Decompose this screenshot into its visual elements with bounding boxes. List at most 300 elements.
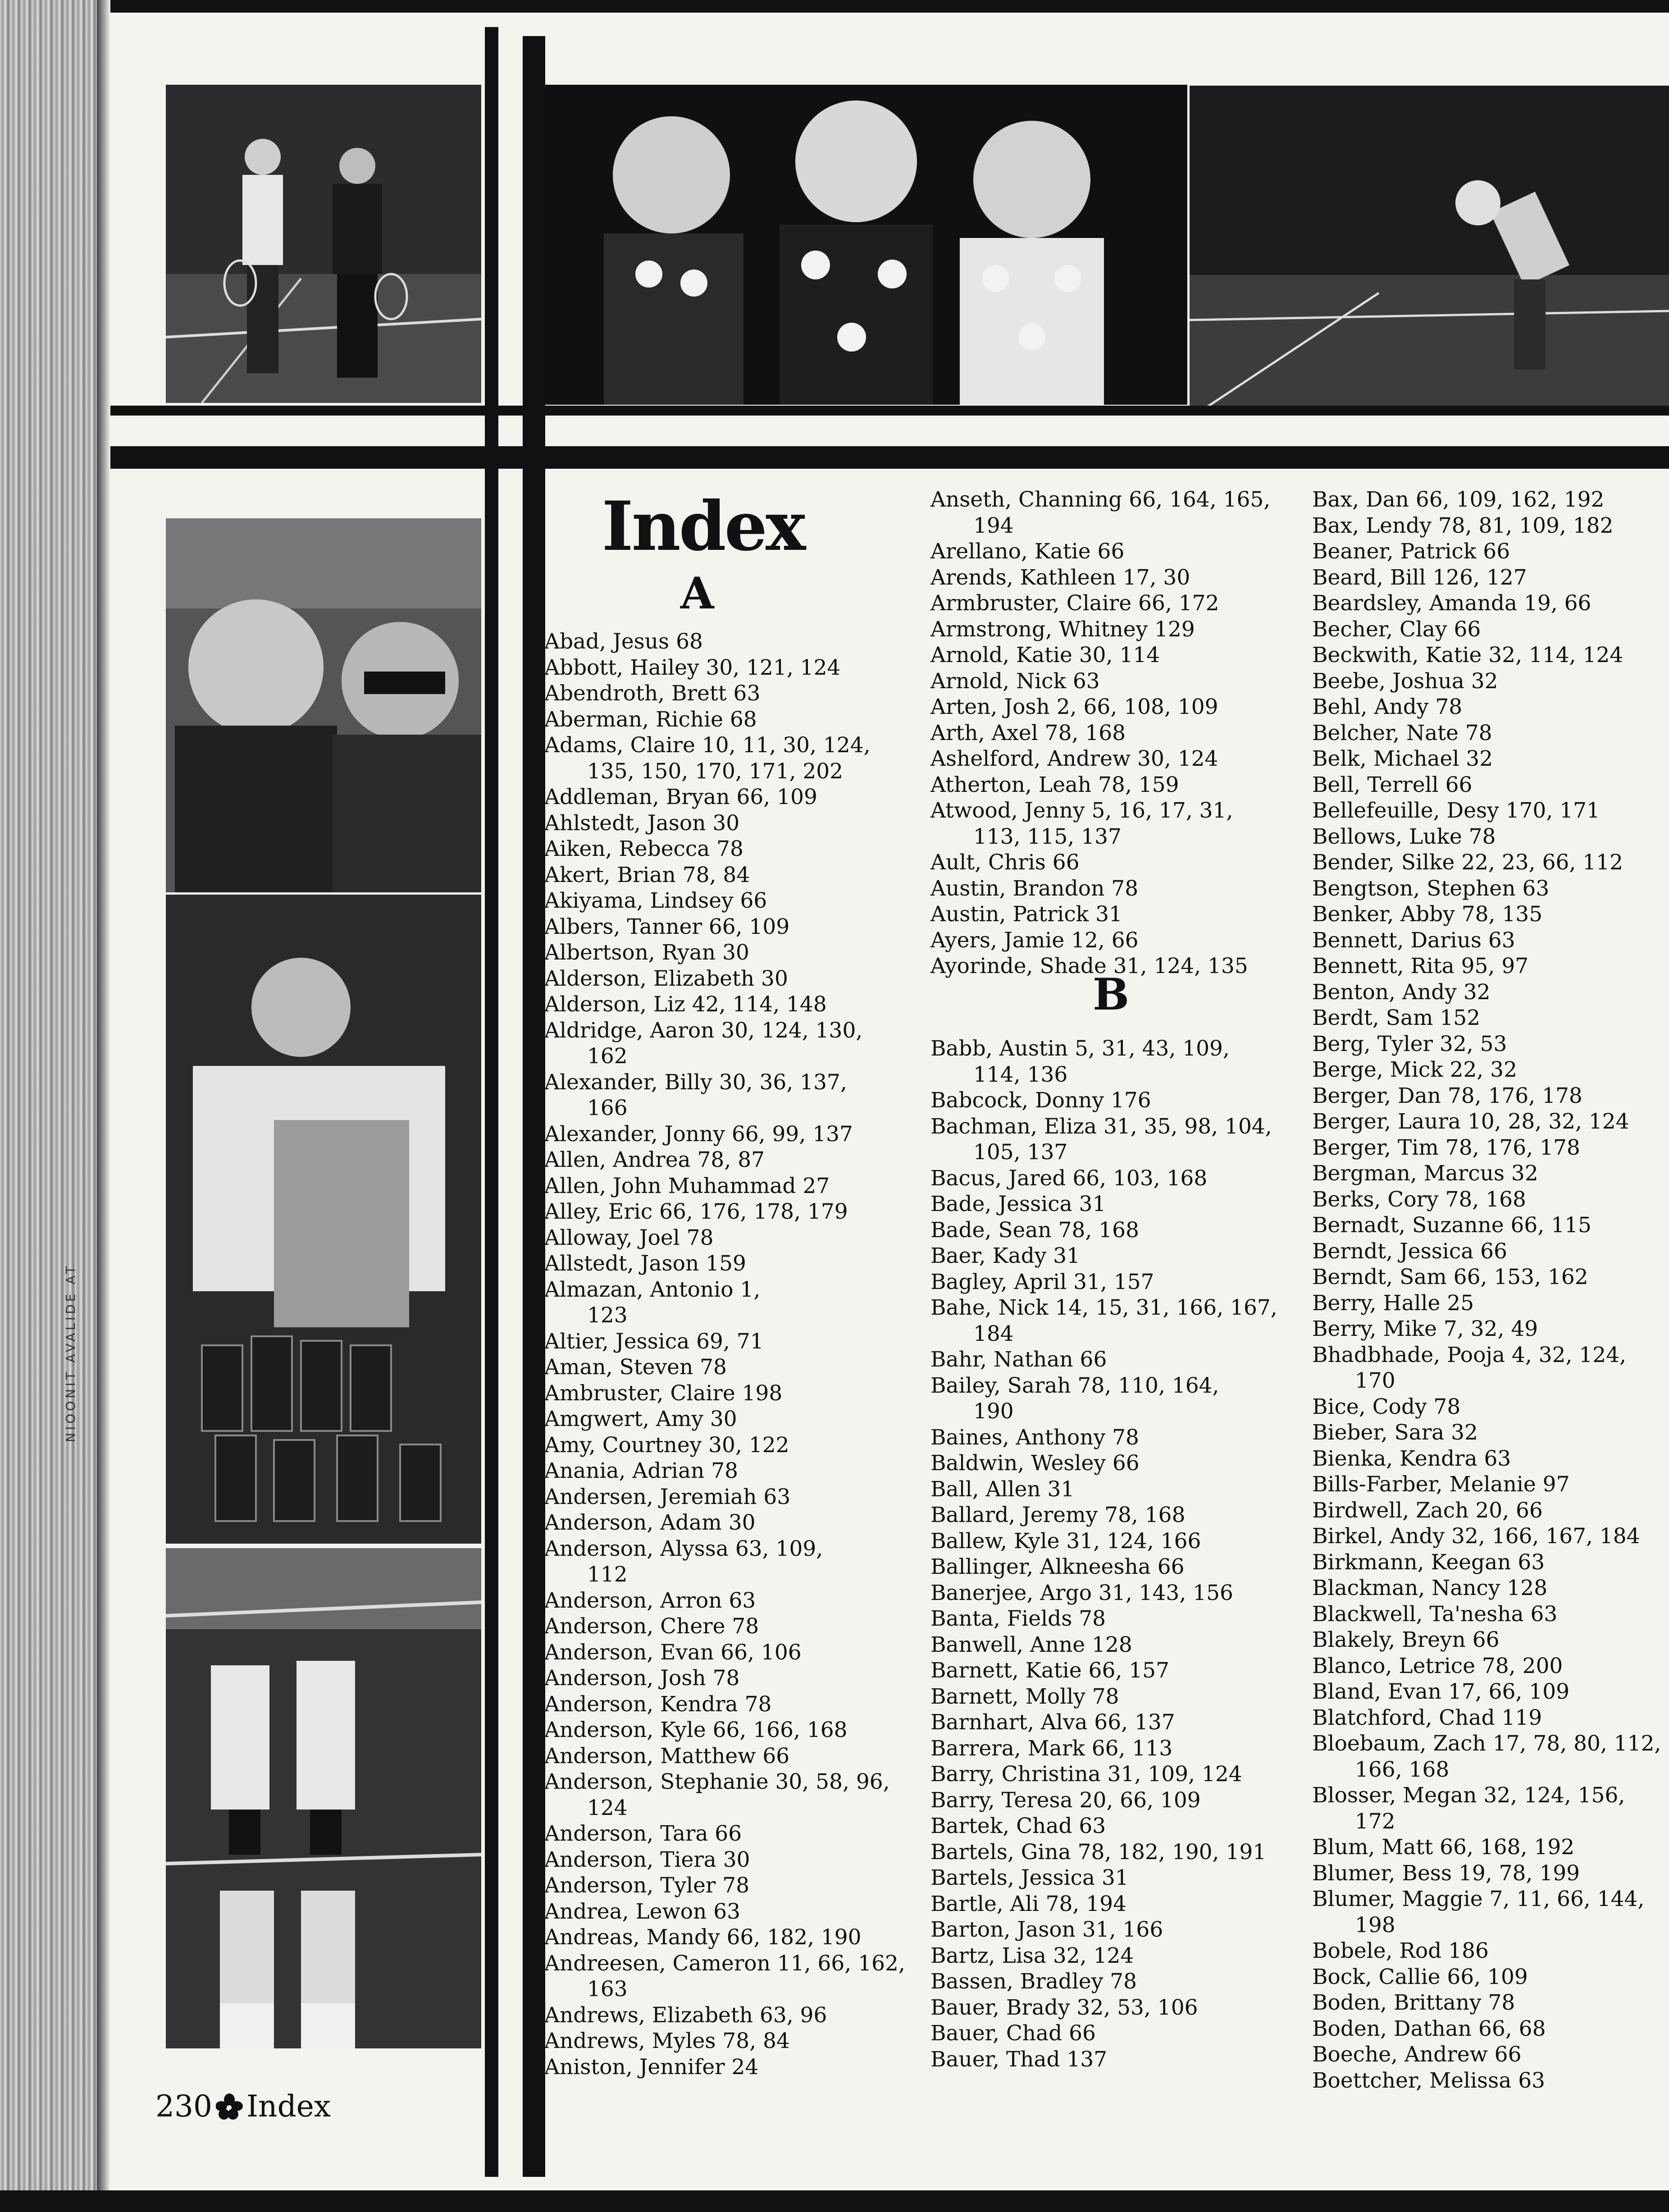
page-bottom-edge <box>0 2190 1669 2212</box>
index-entry <box>544 1147 905 1173</box>
index-entry <box>930 798 1304 850</box>
index-entry-text: Benker, Abby 78, 135 <box>1312 902 1543 927</box>
index-entry-text: Ballard, Jeremy 78, 168 <box>930 1503 1186 1527</box>
index-entry-text: Blumer, Bess 19, 78, 199 <box>1312 1860 1580 1886</box>
index-entry <box>1312 1394 1668 1420</box>
index-entry-text: Barry, Christina 31, 109, 124 <box>930 1762 1242 1787</box>
index-entry-text: Anderson, Tara 66 <box>544 1821 742 1846</box>
index-entry <box>1312 1834 1668 1860</box>
index-entry <box>930 1761 1304 1787</box>
page-folio <box>155 2089 331 2124</box>
index-entry-text: Berry, Halle 25 <box>1312 1290 1474 1316</box>
photo-tennis-serve <box>1190 86 1669 407</box>
index-entry <box>930 876 1304 902</box>
index-entry <box>544 1225 905 1251</box>
index-entry-text: Almazan, Antonio 1, <box>544 1277 761 1302</box>
index-entry <box>1312 1446 1668 1472</box>
index-entry <box>544 1380 905 1407</box>
layout-bar-horizontal-thick <box>110 446 1669 469</box>
index-entry-continuation: 114, 136 <box>973 1062 1068 1087</box>
index-entry-text: Barnett, Katie 66, 157 <box>930 1658 1169 1683</box>
index-entry-text: Beckwith, Katie 32, 114, 124 <box>1312 643 1623 667</box>
index-entry-text: Bills-Farber, Melanie 97 <box>1312 1472 1570 1497</box>
index-entry-text: Albertson, Ryan 30 <box>544 940 749 965</box>
index-entry-continuation: 190 <box>973 1399 1014 1424</box>
index-entry-text: Berger, Laura 10, 28, 32, 124 <box>1312 1109 1629 1134</box>
index-entry-text: Berks, Cory 78, 168 <box>1312 1187 1526 1212</box>
page-number: 230 <box>155 2089 212 2124</box>
index-entry <box>1312 1601 1668 1627</box>
index-entry <box>1312 1420 1668 1446</box>
index-entry-continuation: 198 <box>1355 1912 1395 1938</box>
index-entry <box>544 1484 905 1510</box>
index-entry-text: Bloebaum, Zach 17, 78, 80, 112, <box>1312 1731 1661 1756</box>
index-entry <box>1312 1005 1668 1031</box>
index-entry-text: Barnett, Molly 78 <box>930 1684 1119 1709</box>
index-entry-text: Bax, Lendy 78, 81, 109, 182 <box>1312 513 1614 538</box>
index-entry-text: Banta, Fields 78 <box>930 1606 1106 1631</box>
index-entry-text: Baer, Kady 31 <box>930 1243 1081 1268</box>
index-entry-text: Behl, Andy 78 <box>1312 695 1463 719</box>
index-entry <box>544 1640 905 1666</box>
index-entry <box>930 1165 1304 1192</box>
index-entry-text: Bieber, Sara 32 <box>1312 1420 1478 1445</box>
index-entry-continuation: 163 <box>587 1977 628 2002</box>
binding-shadow <box>97 0 110 2212</box>
index-entry <box>930 1865 1304 1891</box>
index-entry <box>1312 798 1668 824</box>
index-entry <box>1312 694 1668 720</box>
index-entry-text: Blosser, Megan 32, 124, 156, <box>1312 1783 1625 1808</box>
index-column-3 <box>1312 487 1668 2093</box>
index-entry <box>930 617 1304 643</box>
index-entry-text: Bellows, Luke 78 <box>1312 824 1496 849</box>
index-entry <box>1312 1057 1668 1083</box>
index-entry-text: Bahe, Nick 14, 15, 31, 166, 167, <box>930 1295 1277 1320</box>
index-entry <box>1312 720 1668 746</box>
page-top-edge <box>0 0 1669 13</box>
index-entry-text: Belk, Michael 32 <box>1312 746 1493 771</box>
index-entry-text: Bagley, April 31, 157 <box>930 1269 1154 1294</box>
index-entry-text: Boettcher, Melissa 63 <box>1312 2068 1546 2093</box>
index-entry <box>1312 617 1668 643</box>
index-entry <box>544 655 905 681</box>
index-entry <box>1312 513 1668 539</box>
index-entry-continuation: 194 <box>973 513 1014 538</box>
index-entry <box>544 1354 905 1380</box>
index-entry <box>1312 1549 1668 1576</box>
index-entry <box>930 1554 1304 1580</box>
index-entry-text: Anderson, Arron 63 <box>544 1588 756 1613</box>
index-entry <box>544 1613 905 1640</box>
index-entry <box>930 901 1304 928</box>
index-entry <box>544 810 905 836</box>
index-entry <box>544 732 905 784</box>
index-entry <box>1312 979 1668 1005</box>
index-entry <box>544 1277 905 1329</box>
index-entry <box>1312 1498 1668 1524</box>
index-entry-text: Bellefeuille, Desy 170, 171 <box>1312 798 1600 823</box>
index-entry-continuation: 170 <box>1355 1368 1395 1393</box>
index-entry <box>930 1347 1304 1373</box>
index-entry-text: Bartels, Gina 78, 182, 190, 191 <box>930 1839 1267 1865</box>
index-entry <box>544 1018 905 1069</box>
index-entry-continuation: 166 <box>587 1096 628 1120</box>
index-entry-text: Abbott, Hailey 30, 121, 124 <box>544 655 841 680</box>
index-entry-text: Boden, Brittany 78 <box>1312 1990 1515 2015</box>
index-entry-text: Babb, Austin 5, 31, 43, 109, <box>930 1036 1230 1061</box>
photo-tennis-players-walking <box>166 85 481 403</box>
index-entry-text: Bailey, Sarah 78, 110, 164, <box>930 1373 1219 1398</box>
index-entry-text: Ault, Chris 66 <box>930 850 1080 875</box>
folio-label: Index <box>246 2089 331 2124</box>
index-entry <box>1312 1938 1668 1964</box>
index-entry-text: Allen, Andrea 78, 87 <box>544 1147 765 1172</box>
layout-bar-vertical-thick <box>523 36 545 2177</box>
index-entry-text: Bartz, Lisa 32, 124 <box>930 1943 1134 1968</box>
index-entry <box>1312 1083 1668 1109</box>
index-entry-text: Bartels, Jessica 31 <box>930 1865 1129 1890</box>
index-entry-text: Armbruster, Claire 66, 172 <box>930 591 1219 616</box>
index-entry-text: Babcock, Donny 176 <box>930 1088 1151 1113</box>
index-entry <box>1312 824 1668 850</box>
index-entry-continuation: 112 <box>587 1562 628 1587</box>
index-entry-text: Bernadt, Suzanne 66, 115 <box>1312 1213 1591 1238</box>
index-entry-text: Bax, Dan 66, 109, 162, 192 <box>1312 487 1605 512</box>
index-entry <box>544 1873 905 1899</box>
index-entry <box>544 1329 905 1355</box>
index-entry <box>544 966 905 992</box>
index-entry <box>1312 1731 1668 1782</box>
index-entry <box>930 1036 1304 1088</box>
index-entry <box>1312 1212 1668 1239</box>
index-entry-text: Birkmann, Keegan 63 <box>1312 1549 1545 1575</box>
index-entry-text: Austin, Patrick 31 <box>930 902 1122 927</box>
index-entry <box>1312 487 1668 513</box>
index-entry-text: Berndt, Sam 66, 153, 162 <box>1312 1265 1588 1289</box>
index-entry-text: Andersen, Jeremiah 63 <box>544 1484 791 1509</box>
index-entry <box>930 1502 1304 1528</box>
index-entry-continuation: 123 <box>587 1303 628 1328</box>
index-entry-text: Alexander, Billy 30, 36, 137, <box>544 1069 847 1095</box>
book-binding-edge <box>0 0 97 2212</box>
index-entry <box>544 1121 905 1147</box>
index-entry-text: Bauer, Brady 32, 53, 106 <box>930 1995 1198 2020</box>
index-entry <box>544 1510 905 1536</box>
index-entry-continuation: 113, 115, 137 <box>973 824 1122 849</box>
index-entry <box>1312 668 1668 695</box>
section-letter-a: A <box>680 568 714 619</box>
index-entry <box>930 1839 1304 1865</box>
index-entry <box>1312 1472 1668 1498</box>
index-entry-text: Andreesen, Cameron 11, 66, 162, <box>544 1951 905 1976</box>
index-entry <box>544 1951 905 2002</box>
index-entry-text: Akert, Brian 78, 84 <box>544 862 750 887</box>
index-entry <box>544 888 905 914</box>
index-entry-text: Alexander, Jonny 66, 99, 137 <box>544 1121 853 1147</box>
index-entry-text: Arnold, Katie 30, 114 <box>930 643 1160 667</box>
index-entry-text: Boden, Dathan 66, 68 <box>1312 2016 1546 2041</box>
index-entry-text: Ayers, Jamie 12, 66 <box>930 928 1139 953</box>
index-entry-text: Andrews, Myles 78, 84 <box>544 2029 790 2053</box>
index-entry-text: Beebe, Joshua 32 <box>1312 668 1498 694</box>
index-entry-text: Anderson, Kyle 66, 166, 168 <box>544 1718 848 1742</box>
index-entry-text: Andrea, Lewon 63 <box>544 1899 741 1924</box>
index-entry <box>930 1295 1304 1347</box>
index-entry <box>930 1088 1304 1114</box>
index-entry-text: Ashelford, Andrew 30, 124 <box>930 746 1218 771</box>
index-entry <box>1312 1109 1668 1135</box>
index-entry <box>930 1269 1304 1295</box>
index-entry-text: Austin, Brandon 78 <box>930 876 1139 901</box>
index-entry <box>930 1450 1304 1476</box>
index-entry-continuation: 172 <box>1355 1809 1395 1834</box>
index-entry <box>1312 590 1668 617</box>
index-entry <box>930 720 1304 746</box>
index-entry-text: Belcher, Nate 78 <box>1312 720 1492 745</box>
index-column-2-b-section <box>930 1036 1304 2072</box>
index-entry-text: Amy, Courtney 30, 122 <box>544 1432 789 1458</box>
index-entry-text: Altier, Jessica 69, 71 <box>544 1329 764 1354</box>
index-entry-text: Bennett, Darius 63 <box>1312 928 1515 953</box>
index-entry-text: Aberman, Richie 68 <box>544 707 757 732</box>
index-entry-text: Ambruster, Claire 198 <box>544 1380 783 1406</box>
index-entry <box>544 1717 905 1743</box>
section-letter-b: B <box>1093 969 1130 1020</box>
index-entry-text: Birdwell, Zach 20, 66 <box>1312 1498 1543 1523</box>
index-entry-text: Blumer, Maggie 7, 11, 66, 144, <box>1312 1887 1645 1911</box>
index-entry-continuation: 135, 150, 170, 171, 202 <box>587 759 844 784</box>
index-entry <box>1312 1964 1668 1990</box>
index-entry <box>544 862 905 888</box>
index-entry <box>544 1251 905 1277</box>
index-entry-text: Adams, Claire 10, 11, 30, 124, <box>544 733 871 758</box>
index-entry <box>930 642 1304 668</box>
index-entry <box>930 1995 1304 2021</box>
index-entry <box>930 694 1304 720</box>
index-entry-continuation: 166, 168 <box>1355 1757 1450 1782</box>
index-entry-text: Benton, Andy 32 <box>1312 979 1491 1005</box>
index-entry-text: Anderson, Matthew 66 <box>544 1743 790 1769</box>
index-entry-text: Blum, Matt 66, 168, 192 <box>1312 1835 1575 1860</box>
index-entry <box>1312 1990 1668 2016</box>
index-entry-text: Aman, Steven 78 <box>544 1355 727 1380</box>
index-entry <box>1312 565 1668 591</box>
index-entry <box>544 992 905 1018</box>
index-entry-text: Beard, Bill 126, 127 <box>1312 565 1527 590</box>
index-entry-text: Barton, Jason 31, 166 <box>930 1917 1163 1942</box>
index-entry <box>544 1199 905 1225</box>
index-entry-text: Bell, Terrell 66 <box>1312 772 1473 797</box>
index-entry-text: Bland, Evan 17, 66, 109 <box>1312 1679 1569 1704</box>
index-entry-text: Banerjee, Argo 31, 143, 156 <box>930 1580 1233 1605</box>
index-entry-text: Blackman, Nancy 128 <box>1312 1576 1548 1600</box>
index-entry <box>1312 1316 1668 1342</box>
index-entry-text: Arten, Josh 2, 66, 108, 109 <box>930 695 1218 719</box>
index-entry-continuation: 124 <box>587 1795 628 1820</box>
index-entry <box>544 2002 905 2029</box>
index-entry-text: Amgwert, Amy 30 <box>544 1407 737 1431</box>
index-entry-text: Abendroth, Brett 63 <box>544 681 761 706</box>
index-entry <box>930 2020 1304 2047</box>
index-entry <box>1312 1161 1668 1187</box>
index-entry <box>544 1899 905 1925</box>
index-entry <box>930 1969 1304 1995</box>
index-entry-text: Anderson, Alyssa 63, 109, <box>544 1536 823 1561</box>
index-entry <box>1312 1627 1668 1653</box>
index-entry-text: Bender, Silke 22, 23, 66, 112 <box>1312 850 1623 875</box>
index-entry <box>1312 2068 1668 2094</box>
index-entry <box>544 681 905 707</box>
photo-boy-and-woman <box>166 518 481 892</box>
index-entry-text: Bahr, Nathan 66 <box>930 1347 1107 1372</box>
index-entry-text: Baines, Anthony 78 <box>930 1425 1139 1450</box>
index-entry <box>930 539 1304 565</box>
index-entry <box>544 2054 905 2080</box>
index-entry <box>544 1769 905 1821</box>
index-entry-text: Blackwell, Ta'nesha 63 <box>1312 1601 1558 1627</box>
index-entry-text: Bienka, Kendra 63 <box>1312 1446 1511 1471</box>
index-entry <box>544 914 905 940</box>
index-entry-text: Arends, Kathleen 17, 30 <box>930 565 1190 590</box>
index-entry-text: Bhadbhade, Pooja 4, 32, 124, <box>1312 1342 1627 1367</box>
layout-bar-vertical-thin <box>485 27 498 2177</box>
index-entry-text: Bade, Sean 78, 168 <box>930 1217 1139 1243</box>
index-entry <box>544 707 905 733</box>
index-entry <box>544 1069 905 1121</box>
index-entry <box>930 565 1304 591</box>
index-entry-text: Aiken, Rebecca 78 <box>544 836 743 861</box>
index-entry <box>930 1787 1304 1814</box>
index-entry <box>930 928 1304 954</box>
index-entry-text: Berge, Mick 22, 32 <box>1312 1057 1517 1082</box>
layout-bar-horizontal-thin <box>110 406 1669 416</box>
index-entry-text: Bartle, Ali 78, 194 <box>930 1891 1126 1916</box>
index-entry <box>544 1924 905 1951</box>
index-entry <box>930 1114 1304 1165</box>
index-entry-text: Anderson, Josh 78 <box>544 1666 740 1691</box>
index-entry-continuation: 184 <box>973 1321 1014 1346</box>
index-entry <box>930 1632 1304 1658</box>
index-entry <box>1312 928 1668 954</box>
index-entry <box>930 1684 1304 1710</box>
index-entry-text: Aldridge, Aaron 30, 124, 130, <box>544 1018 863 1043</box>
index-entry <box>1312 2016 1668 2042</box>
index-entry-text: Berndt, Jessica 66 <box>1312 1239 1507 1264</box>
index-entry <box>544 1432 905 1458</box>
photo-volleyball-players <box>166 1548 481 2048</box>
index-entry-text: Abad, Jesus 68 <box>544 629 703 654</box>
index-entry <box>1312 1264 1668 1290</box>
index-entry-text: Birkel, Andy 32, 166, 167, 184 <box>1312 1524 1640 1549</box>
index-entry <box>544 1847 905 1873</box>
index-entry <box>930 1658 1304 1684</box>
index-entry-text: Anderson, Evan 66, 106 <box>544 1640 802 1665</box>
index-entry-text: Baldwin, Wesley 66 <box>930 1451 1140 1476</box>
index-entry <box>1312 539 1668 565</box>
index-entry-text: Bade, Jessica 31 <box>930 1192 1106 1216</box>
index-entry-text: Bock, Callie 66, 109 <box>1312 1964 1528 1989</box>
index-entry-text: Beaner, Patrick 66 <box>1312 539 1510 564</box>
index-entry <box>544 1406 905 1432</box>
index-entry-text: Bartek, Chad 63 <box>930 1814 1106 1838</box>
index-entry <box>544 1743 905 1769</box>
index-entry-text: Allstedt, Jason 159 <box>544 1251 746 1276</box>
index-entry-text: Banwell, Anne 128 <box>930 1632 1132 1657</box>
index-entry-text: Bergman, Marcus 32 <box>1312 1161 1538 1186</box>
index-entry <box>1312 772 1668 798</box>
index-entry-text: Ayorinde, Shade 31, 124, 135 <box>930 954 1248 978</box>
index-entry-text: Bacus, Jared 66, 103, 168 <box>930 1165 1208 1191</box>
index-entry-continuation: 105, 137 <box>973 1140 1068 1165</box>
index-entry-text: Anderson, Stephanie 30, 58, 96, <box>544 1769 890 1794</box>
index-entry-text: Arnold, Nick 63 <box>930 668 1100 694</box>
index-entry <box>930 1217 1304 1243</box>
index-entry <box>1312 1239 1668 1265</box>
index-entry-text: Anderson, Kendra 78 <box>544 1691 772 1717</box>
index-entry-text: Ballinger, Alkneesha 66 <box>930 1554 1185 1579</box>
index-entry-text: Aniston, Jennifer 24 <box>544 2054 759 2079</box>
photo-three-girls-leis <box>545 85 1187 405</box>
index-entry-text: Berger, Dan 78, 176, 178 <box>1312 1083 1582 1108</box>
index-entry-text: Bengtson, Stephen 63 <box>1312 876 1550 901</box>
index-entry <box>1312 1031 1668 1057</box>
index-entry <box>930 1425 1304 1451</box>
index-entry <box>1312 1782 1668 1834</box>
index-entry-text: Anderson, Chere 78 <box>544 1614 759 1639</box>
index-entry <box>1312 1187 1668 1213</box>
index-entry <box>1312 876 1668 902</box>
index-entry <box>930 668 1304 695</box>
index-entry <box>1312 642 1668 668</box>
index-entry <box>1312 953 1668 979</box>
index-entry-text: Berry, Mike 7, 32, 49 <box>1312 1316 1538 1341</box>
index-entry-text: Arellano, Katie 66 <box>930 539 1125 564</box>
index-entry-text: Alloway, Joel 78 <box>544 1225 714 1250</box>
index-entry <box>544 1536 905 1588</box>
index-entry <box>544 1665 905 1691</box>
index-entry <box>544 1173 905 1199</box>
index-entry <box>930 1606 1304 1632</box>
index-entry-text: Ball, Allen 31 <box>930 1476 1075 1502</box>
index-entry <box>1312 1523 1668 1549</box>
index-entry-text: Berger, Tim 78, 176, 178 <box>1312 1135 1580 1160</box>
index-entry-continuation: 162 <box>587 1044 628 1069</box>
index-entry <box>930 1191 1304 1217</box>
index-entry-text: Blanco, Letrice 78, 200 <box>1312 1653 1563 1678</box>
index-entry-text: Allen, John Muhammad 27 <box>544 1173 830 1198</box>
index-entry-text: Blatchford, Chad 119 <box>1312 1705 1542 1730</box>
index-entry-text: Barnhart, Alva 66, 137 <box>930 1710 1175 1735</box>
index-entry <box>1312 1575 1668 1601</box>
index-entry <box>544 784 905 810</box>
index-entry-text: Anseth, Channing 66, 164, 165, <box>930 487 1271 512</box>
index-entry-text: Bauer, Chad 66 <box>930 2021 1096 2046</box>
index-entry-text: Barrera, Mark 66, 113 <box>930 1736 1173 1761</box>
index-entry <box>930 1813 1304 1839</box>
index-entry <box>1312 850 1668 876</box>
index-entry-text: Bachman, Eliza 31, 35, 98, 104, <box>930 1114 1272 1139</box>
index-entry-text: Blakely, Breyn 66 <box>1312 1627 1500 1652</box>
index-entry <box>1312 1342 1668 1394</box>
hibiscus-flower-icon <box>216 2093 243 2120</box>
index-entry-text: Beardsley, Amanda 19, 66 <box>1312 591 1591 616</box>
index-entry-text: Anderson, Tiera 30 <box>544 1847 750 1872</box>
index-entry <box>930 487 1304 539</box>
index-entry-text: Berg, Tyler 32, 53 <box>1312 1031 1507 1056</box>
index-entry-text: Atherton, Leah 78, 159 <box>930 772 1179 797</box>
index-entry <box>1312 1653 1668 1679</box>
